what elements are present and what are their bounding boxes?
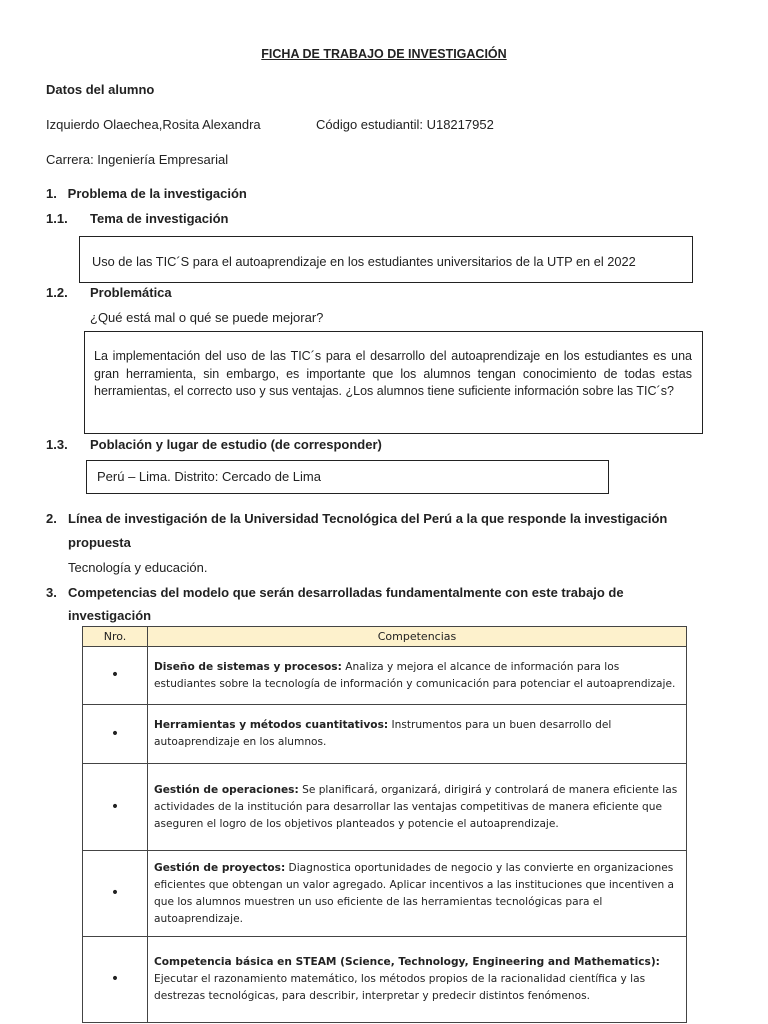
competency-title: Competencia básica en STEAM (Science, Technology, Engineering and Mathematics): [154,956,660,968]
table-row [83,764,687,851]
problem-box [84,331,703,434]
table-header-row [83,627,687,647]
competency-text: Instrumentos para un buen desarrollo del autoaprendizaje en los alumnos. [154,719,612,748]
section2-number: 2. [46,511,57,526]
topic-text: Uso de las TIC´S para el autoaprendizaje en los estudiantes universitarios de la UTP en el 2022 [92,254,636,269]
section1-3-title: Población y lugar de estudio (de corresponder) [90,437,382,452]
problem-text: La implementación del uso de las TIC´s para el desarrollo del autoaprendizaje en los estudiantes es una gran herramienta, sin embargo, es importante que los alumnos tengan conocimiento de todas estas herramientas, el correcto uso y sus ventajas. ¿Los alumnos tiene suficiente información sobre las TIC´s? [94,349,692,398]
competency-text: Diagnostica oportunidades de negocio y las convierte en organizaciones eficientes que obtengan un valor agregado. Aplicar incentivos a las instituciones que incentiven a que los alumnos muestren un uso eficiente de las herramientas tecnológicas para el autoaprendizaje. [154,861,675,925]
section2-heading-line2: propuesta [68,535,131,550]
bullet: • [83,764,148,851]
section2-answer: Tecnología y educación. [68,560,208,575]
section3-heading-line2: investigación [68,608,152,623]
place-box [86,460,609,494]
section1-1-number: 1.1. [46,211,68,226]
competency-title: Diseño de sistemas y procesos: [154,660,342,673]
section1-2-title: Problemática [90,285,172,300]
section1-3-number: 1.3. [46,437,68,452]
section3-number: 3. [46,585,57,600]
place-text: Perú – Lima. Distrito: Cercado de Lima [97,469,321,484]
competency-title: Herramientas y métodos cuantitativos: [154,719,389,731]
table-row [83,937,687,1023]
competency-cell [148,851,687,937]
competency-text: Se planificará, organizará, dirigirá y controlará de manera eficiente las actividades de la institución para desarrollar las ventajas competitivas de manera eficiente que aseguren el logro de los objetivos planteados y potencie el autoaprendizaje. [154,783,678,830]
bullet: • [83,705,148,764]
competency-cell [148,647,687,705]
competency-cell [148,705,687,764]
student-heading: Datos del alumno [46,82,155,97]
bullet: • [83,851,148,937]
competency-cell [148,937,687,1023]
section1-heading: 1. Problema de la investigación [46,186,247,201]
header-competencias: Competencias [148,627,687,647]
header-nro: Nro. [83,627,148,647]
section2-heading-line1: Línea de investigación de la Universidad Tecnológica del Perú a la que responde la investigación [68,511,668,526]
section1-2-number: 1.2. [46,285,68,300]
section1-1-title: Tema de investigación [90,211,229,226]
competency-title: Gestión de operaciones: [154,783,299,796]
topic-box [79,236,693,283]
student-code: Código estudiantil: U18217952 [316,117,494,132]
bullet: • [83,647,148,705]
problem-question: ¿Qué está mal o qué se puede mejorar? [90,310,324,325]
competency-text: Ejecutar el razonamiento matemático, los métodos propios de la racionalidad científica y las destrezas tecnológicas, para describir, interpretar y predecir distintos fenómenos. [154,973,646,1002]
table-row [83,647,687,705]
bullet: • [83,937,148,1023]
competencies-table [82,626,687,1023]
competency-title: Gestión de proyectos: [154,861,286,874]
student-career: Carrera: Ingeniería Empresarial [46,152,229,167]
section3-heading-line1: Competencias del modelo que serán desarrolladas fundamentalmente con este trabajo de [68,585,624,600]
competency-text: Analiza y mejora el alcance de información para los estudiantes sobre la tecnología de información y comunicación para potenciar el autoaprendizaje. [154,660,676,690]
table-row [83,851,687,937]
student-name: Izquierdo Olaechea,Rosita Alexandra [46,117,261,132]
competency-cell [148,764,687,851]
page-title: FICHA DE TRABAJO DE INVESTIGACIÓN [261,47,507,61]
table-row [83,705,687,764]
